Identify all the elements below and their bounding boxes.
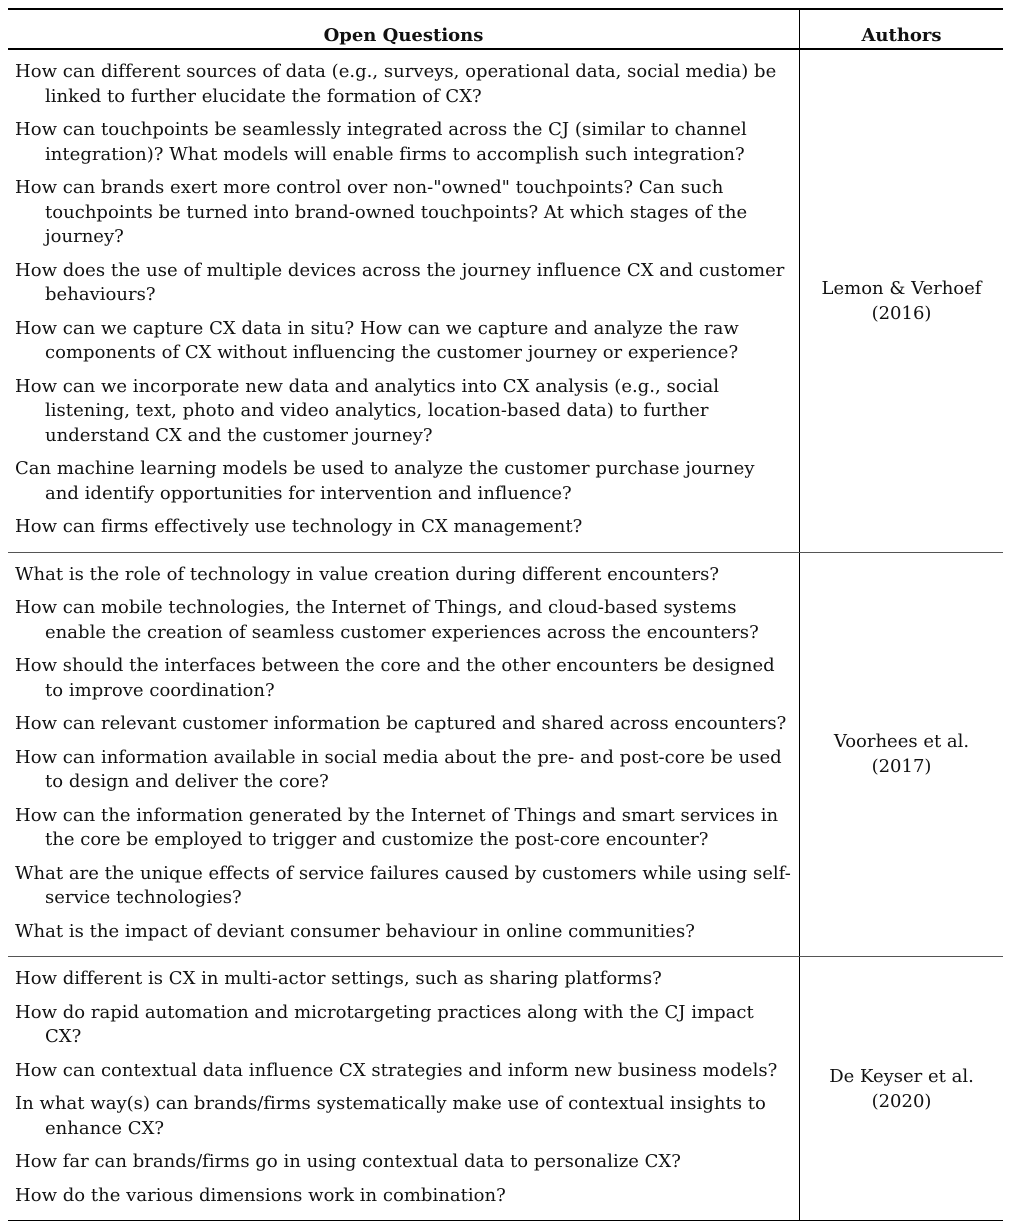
questions-cell: [8, 553, 800, 957]
question-item: What is the impact of deviant consumer behaviour in online communities?: [15, 920, 695, 942]
table-row-group: [8, 553, 1003, 958]
question-item: In what way(s) can brands/firms systematically make use of contextual insights to enhance CX?: [15, 1093, 766, 1139]
question-item: How can we incorporate new data and analytics into CX analysis (e.g., social listening, text, photo and video analytics, location-based data) to further understand CX and the customer journey?: [15, 375, 720, 446]
question-item: How can relevant customer information be captured and shared across encounters?: [15, 713, 787, 734]
question-item: How can information available in social media about the pre- and post-core be used to design and deliver the core?: [15, 746, 782, 792]
table-header: [8, 10, 1003, 50]
questions-cell: [8, 957, 800, 1220]
authors-cell: [800, 50, 1003, 552]
question-item: What are the unique effects of service failures caused by customers while using self-service technologies?: [15, 862, 791, 908]
author-name: Lemon & Verhoef: [821, 277, 982, 299]
table-row-group: [8, 50, 1003, 553]
question-item: How does the use of multiple devices across the journey influence CX and customer behaviours?: [15, 259, 785, 305]
question-item: How do the various dimensions work in combination?: [15, 1184, 506, 1206]
question-item: How can we capture CX data in situ? How can we capture and analyze the raw components of CX without influencing the customer journey or experience?: [15, 317, 739, 363]
open-questions-table: [8, 8, 1003, 1221]
question-item: How do rapid automation and microtargeting practices along with the CJ impact CX?: [15, 1001, 754, 1047]
question-item: How can contextual data influence CX strategies and inform new business models?: [15, 1059, 778, 1081]
question-item: How can the information generated by the Internet of Things and smart services in the core be employed to trigger and customize the post-core encounter?: [15, 804, 779, 850]
question-item: How can touchpoints be seamlessly integrated across the CJ (similar to channel integration)? What models will enable firms to accomplish such integration?: [15, 119, 747, 165]
table-row-group: [8, 957, 1003, 1220]
question-item: How different is CX in multi-actor settings, such as sharing platforms?: [15, 968, 662, 989]
authors-cell: [800, 553, 1003, 957]
question-item: How should the interfaces between the core and the other encounters be designed to improve coordination?: [15, 655, 775, 701]
author-year: (2020): [871, 1090, 932, 1112]
author-name: De Keyser et al.: [829, 1065, 974, 1087]
author-year: (2016): [871, 302, 932, 324]
author-year: (2017): [871, 756, 932, 778]
header-open-questions: Open Questions: [8, 10, 800, 48]
question-item: Can machine learning models be used to analyze the customer purchase journey and identify opportunities for intervention and influence?: [15, 458, 755, 504]
authors-cell: [800, 957, 1003, 1220]
questions-cell: [8, 50, 800, 552]
question-item: What is the role of technology in value creation during different encounters?: [15, 563, 720, 585]
question-item: How far can brands/firms go in using contextual data to personalize CX?: [15, 1151, 681, 1172]
question-item: How can firms effectively use technology in CX management?: [15, 516, 583, 537]
question-item: How can different sources of data (e.g., surveys, operational data, social media) be linked to further elucidate the formation of CX?: [15, 61, 777, 107]
author-name: Voorhees et al.: [833, 731, 970, 753]
question-item: How can mobile technologies, the Internet of Things, and cloud-based systems enable the creation of seamless customer experiences across the encounters?: [15, 597, 759, 643]
header-authors: Authors: [861, 25, 942, 46]
question-item: How can brands exert more control over non-"owned" touchpoints? Can such touchpoints be turned into brand-owned touchpoints? At which stages of the journey?: [15, 177, 748, 247]
